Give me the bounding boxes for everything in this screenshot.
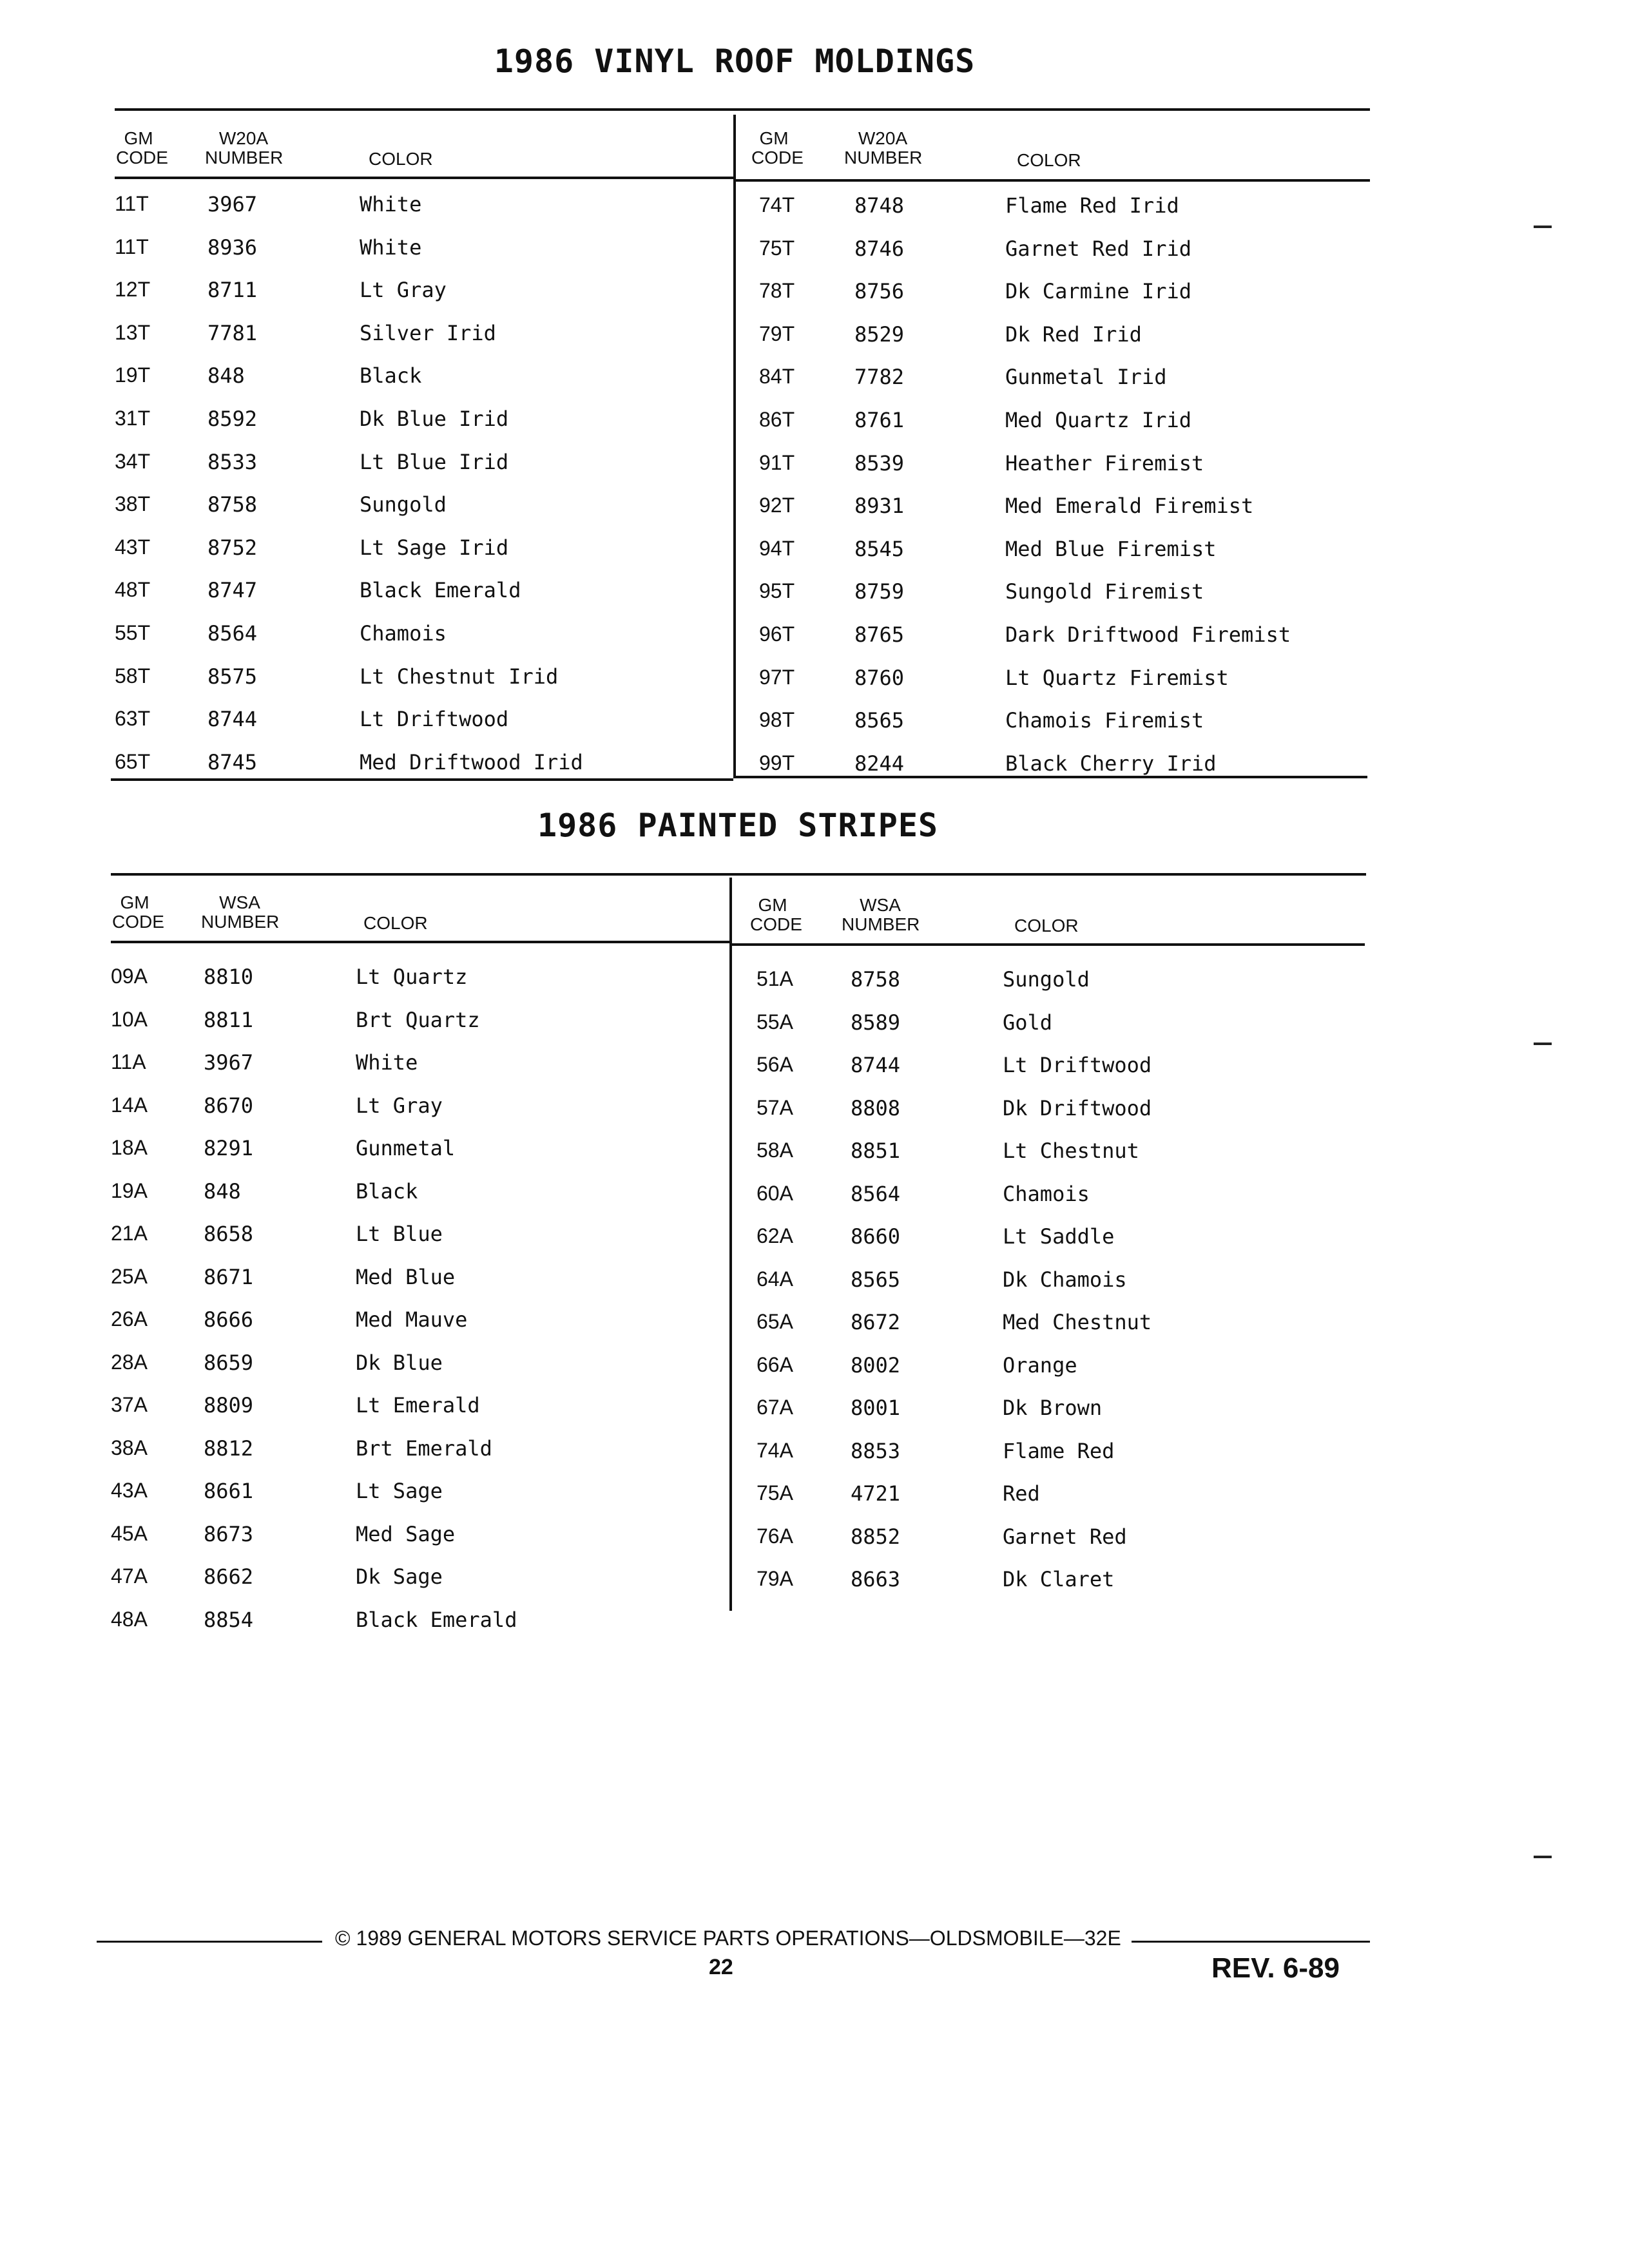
part-number: 8539 — [854, 450, 905, 476]
vinyl-left-header-color: COLOR — [369, 149, 433, 169]
color-name: Orange — [1003, 1352, 1077, 1378]
color-name: Lt Quartz Firemist — [1005, 665, 1229, 690]
gm-code: 62A — [757, 1224, 793, 1247]
margin-tick — [1534, 1856, 1552, 1858]
part-number: 8545 — [854, 536, 905, 561]
gm-code: 98T — [759, 708, 795, 732]
color-name: Dk Blue — [356, 1350, 443, 1375]
color-name: Gold — [1003, 1010, 1053, 1035]
vinyl-right-bottom-rule — [733, 776, 1367, 778]
part-number: 8761 — [854, 408, 905, 432]
gm-code: 13T — [115, 320, 151, 344]
color-name: Med Chestnut — [1003, 1310, 1152, 1334]
part-number: 8931 — [854, 494, 905, 519]
color-name: Flame Red Irid — [1005, 193, 1179, 218]
vinyl-section-title: 1986 VINYL ROOF MOLDINGS — [494, 43, 976, 80]
part-number: 8575 — [207, 664, 258, 689]
part-number: 8564 — [207, 621, 258, 646]
color-name: Dk Claret — [1003, 1567, 1115, 1591]
part-number: 8747 — [207, 578, 258, 603]
gm-code: 48A — [111, 1607, 148, 1631]
part-number: 8662 — [204, 1564, 254, 1589]
color-name: Heather Firemist — [1005, 450, 1204, 476]
color-name: Brt Emerald — [356, 1436, 492, 1461]
gm-code: 58A — [757, 1139, 793, 1162]
gm-code: 79A — [757, 1567, 793, 1590]
part-number: 8758 — [207, 492, 258, 517]
color-name: Lt Emerald — [356, 1393, 480, 1418]
color-name: Chamois Firemist — [1005, 708, 1204, 733]
revision-label: REV. 6-89 — [1211, 1952, 1340, 1984]
part-number: 7782 — [854, 365, 905, 390]
color-name: Garnet Red — [1003, 1524, 1127, 1549]
gm-code: 84T — [759, 365, 795, 389]
part-number: 3967 — [207, 192, 258, 216]
gm-code: 31T — [115, 407, 151, 430]
gm-code: 55A — [757, 1010, 793, 1033]
part-number: 8592 — [207, 407, 258, 431]
vinyl-right-header-gm: GM CODE — [751, 128, 804, 168]
vinyl-top-rule — [115, 108, 1370, 111]
page-number: 22 — [709, 1955, 733, 1979]
stripes-right-header-gm: GM CODE — [750, 895, 802, 934]
part-number: 8810 — [204, 965, 254, 989]
gm-code: 63T — [115, 707, 151, 731]
part-number: 8660 — [851, 1224, 901, 1249]
gm-code: 76A — [757, 1524, 793, 1548]
color-name: Garnet Red Irid — [1005, 236, 1191, 261]
part-number: 8663 — [851, 1567, 901, 1591]
color-name: Med Blue — [356, 1264, 456, 1289]
part-number: 8671 — [204, 1264, 254, 1289]
stripes-top-rule — [111, 873, 1366, 876]
part-number: 8853 — [851, 1438, 901, 1463]
part-number: 8564 — [851, 1181, 901, 1206]
part-number: 4721 — [851, 1481, 901, 1506]
gm-code: 14A — [111, 1093, 148, 1117]
color-name: Lt Gray — [360, 278, 447, 303]
part-number: 8565 — [851, 1267, 901, 1292]
color-name: Med Emerald Firemist — [1005, 494, 1254, 519]
color-name: Chamois — [360, 621, 447, 646]
gm-code: 97T — [759, 665, 795, 689]
part-number: 8809 — [204, 1393, 254, 1418]
color-name: Dk Red Irid — [1005, 322, 1142, 347]
color-name: Lt Chestnut Irid — [360, 664, 559, 689]
gm-code: 28A — [111, 1350, 148, 1374]
gm-code: 19A — [111, 1178, 148, 1202]
vinyl-left-header-number: W20A NUMBER — [205, 128, 284, 168]
gm-code: 96T — [759, 622, 795, 646]
gm-code: 11T — [115, 235, 149, 258]
gm-code: 18A — [111, 1136, 148, 1159]
gm-code: 48T — [115, 578, 151, 602]
part-number: 8291 — [204, 1136, 254, 1160]
gm-code: 43A — [111, 1479, 148, 1502]
color-name: White — [360, 235, 422, 260]
gm-code: 91T — [759, 450, 795, 474]
footer-right-rule — [1132, 1941, 1370, 1943]
gm-code: 75T — [759, 236, 795, 260]
stripes-section-title: 1986 PAINTED STRIPES — [537, 807, 939, 844]
color-name: Sungold Firemist — [1005, 579, 1204, 604]
vinyl-left-header-rule — [115, 177, 733, 179]
part-number: 8854 — [204, 1607, 254, 1632]
color-name: Chamois — [1003, 1181, 1090, 1206]
part-number: 8744 — [851, 1053, 901, 1077]
color-name: Dk Driftwood — [1003, 1095, 1152, 1120]
part-number: 8533 — [207, 449, 258, 474]
gm-code: 19T — [115, 363, 151, 387]
color-name: Lt Saddle — [1003, 1224, 1115, 1249]
part-number: 8758 — [851, 967, 901, 992]
part-number: 8529 — [854, 322, 905, 347]
color-name: Sungold — [1003, 967, 1090, 992]
part-number: 8666 — [204, 1307, 254, 1332]
part-number: 8672 — [851, 1310, 901, 1334]
part-number: 8670 — [204, 1093, 254, 1118]
part-number: 8745 — [207, 749, 258, 774]
color-name: Red — [1003, 1481, 1040, 1506]
gm-code: 38A — [111, 1436, 148, 1459]
gm-code: 95T — [759, 579, 795, 603]
color-name: Lt Blue Irid — [360, 449, 509, 474]
color-name: Dk Chamois — [1003, 1267, 1127, 1292]
vinyl-left-bottom-rule — [111, 778, 733, 781]
color-name: Lt Gray — [356, 1093, 443, 1118]
stripes-column-divider — [729, 878, 732, 1611]
color-name: Dk Blue Irid — [360, 407, 509, 431]
part-number: 848 — [204, 1178, 241, 1204]
color-name: Med Driftwood Irid — [360, 749, 583, 774]
part-number: 8748 — [854, 193, 905, 218]
color-name: Lt Driftwood — [1003, 1053, 1152, 1077]
gm-code: 09A — [111, 965, 148, 988]
gm-code: 74T — [759, 193, 795, 216]
gm-code: 65A — [757, 1310, 793, 1333]
gm-code: 75A — [757, 1481, 793, 1504]
color-name: Dk Sage — [356, 1564, 443, 1589]
color-name: Lt Driftwood — [360, 707, 509, 732]
gm-code: 10A — [111, 1007, 148, 1031]
part-number: 8001 — [851, 1396, 901, 1420]
gm-code: 94T — [759, 536, 795, 560]
part-number: 8711 — [207, 278, 258, 303]
gm-code: 99T — [759, 751, 795, 774]
color-name: Black — [356, 1178, 418, 1204]
margin-tick — [1534, 1043, 1552, 1045]
part-number: 8756 — [854, 279, 905, 304]
gm-code: 58T — [115, 664, 151, 687]
color-name: Brt Quartz — [356, 1007, 480, 1032]
gm-code: 26A — [111, 1307, 148, 1331]
part-number: 8759 — [854, 579, 905, 604]
gm-code: 11T — [115, 192, 149, 215]
color-name: Sungold — [360, 492, 447, 517]
gm-code: 55T — [115, 621, 151, 644]
color-name: Med Quartz Irid — [1005, 408, 1191, 432]
gm-code: 51A — [757, 967, 793, 990]
vinyl-column-divider — [733, 115, 736, 778]
color-name: Silver Irid — [360, 320, 496, 345]
vinyl-right-header-rule — [733, 179, 1370, 182]
color-name: Med Sage — [356, 1521, 456, 1546]
gm-code: 57A — [757, 1095, 793, 1119]
color-name: Dk Brown — [1003, 1396, 1103, 1420]
color-name: Lt Blue — [356, 1222, 443, 1246]
color-name: Lt Chestnut — [1003, 1139, 1139, 1163]
color-name: Lt Sage — [356, 1479, 443, 1503]
color-name: Lt Sage Irid — [360, 535, 509, 560]
part-number: 8589 — [851, 1010, 901, 1035]
color-name: Gunmetal — [356, 1136, 456, 1160]
color-name: Black Emerald — [356, 1607, 517, 1632]
gm-code: 78T — [759, 279, 795, 303]
part-number: 848 — [207, 363, 245, 389]
margin-tick — [1534, 226, 1552, 228]
gm-code: 11A — [111, 1050, 146, 1073]
gm-code: 56A — [757, 1053, 793, 1076]
color-name: Lt Quartz — [356, 965, 468, 989]
part-number: 8673 — [204, 1521, 254, 1546]
footer-copyright: © 1989 GENERAL MOTORS SERVICE PARTS OPERATIONS—OLDSMOBILE—32E — [335, 1927, 1121, 1950]
gm-code: 79T — [759, 322, 795, 345]
gm-code: 21A — [111, 1222, 148, 1245]
part-number: 8746 — [854, 236, 905, 261]
gm-code: 64A — [757, 1267, 793, 1291]
color-name: Dk Carmine Irid — [1005, 279, 1191, 304]
part-number: 8752 — [207, 535, 258, 560]
gm-code: 25A — [111, 1264, 148, 1288]
part-number: 8811 — [204, 1007, 254, 1032]
gm-code: 45A — [111, 1521, 148, 1545]
color-name: Gunmetal Irid — [1005, 365, 1167, 390]
stripes-left-header-rule — [111, 941, 729, 943]
part-number: 3967 — [204, 1050, 254, 1075]
part-number: 8661 — [204, 1479, 254, 1503]
stripes-right-header-color: COLOR — [1014, 916, 1079, 936]
part-number: 8760 — [854, 665, 905, 690]
gm-code: 47A — [111, 1564, 148, 1588]
part-number: 8744 — [207, 707, 258, 732]
color-name: Black Cherry Irid — [1005, 751, 1217, 776]
stripes-right-header-number: WSA NUMBER — [842, 895, 920, 934]
gm-code: 92T — [759, 494, 795, 517]
gm-code: 34T — [115, 449, 151, 473]
part-number: 8765 — [854, 622, 905, 647]
color-name: Med Blue Firemist — [1005, 536, 1217, 561]
part-number: 8851 — [851, 1139, 901, 1163]
gm-code: 67A — [757, 1396, 793, 1419]
vinyl-left-header-gm: GM CODE — [116, 128, 168, 168]
gm-code: 66A — [757, 1352, 793, 1376]
part-number: 8936 — [207, 235, 258, 260]
part-number: 8002 — [851, 1352, 901, 1378]
part-number: 7781 — [207, 320, 258, 345]
part-number: 8812 — [204, 1436, 254, 1461]
color-name: Black Emerald — [360, 578, 521, 603]
part-number: 8659 — [204, 1350, 254, 1375]
gm-code: 38T — [115, 492, 151, 516]
stripes-left-header-number: WSA NUMBER — [201, 892, 280, 932]
vinyl-right-header-number: W20A NUMBER — [844, 128, 923, 168]
color-name: Black — [360, 363, 422, 389]
part-number: 8808 — [851, 1095, 901, 1120]
color-name: Dark Driftwood Firemist — [1005, 622, 1291, 647]
gm-code: 74A — [757, 1438, 793, 1462]
stripes-left-header-color: COLOR — [363, 913, 428, 933]
part-number: 8565 — [854, 708, 905, 733]
stripes-right-header-rule — [729, 943, 1365, 946]
footer-left-rule — [97, 1941, 322, 1943]
gm-code: 60A — [757, 1181, 793, 1205]
part-number: 8852 — [851, 1524, 901, 1549]
part-number: 8244 — [854, 751, 905, 776]
color-name: Flame Red — [1003, 1438, 1115, 1463]
vinyl-right-header-color: COLOR — [1017, 150, 1081, 170]
gm-code: 12T — [115, 278, 151, 302]
stripes-left-header-gm: GM CODE — [112, 892, 164, 932]
color-name: Med Mauve — [356, 1307, 468, 1332]
part-number: 8658 — [204, 1222, 254, 1246]
gm-code: 37A — [111, 1393, 148, 1416]
gm-code: 43T — [115, 535, 151, 559]
color-name: White — [356, 1050, 418, 1075]
color-name: White — [360, 192, 422, 216]
gm-code: 65T — [115, 749, 151, 773]
gm-code: 86T — [759, 408, 795, 431]
